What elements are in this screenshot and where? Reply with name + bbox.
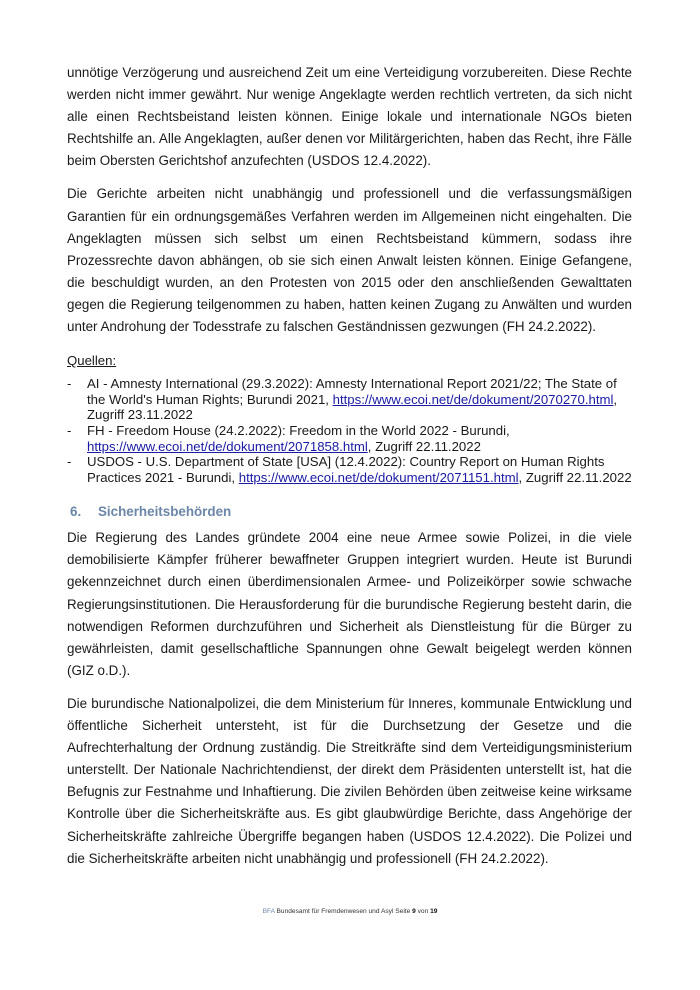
source-link[interactable]: https://www.ecoi.net/de/dokument/2071151.html xyxy=(238,469,519,485)
source-access-date: , Zugriff 22.11.2022 xyxy=(518,469,632,485)
list-dash: - xyxy=(67,454,72,470)
source-access-date: , Zugriff 22.11.2022 xyxy=(367,438,481,454)
section-heading xyxy=(67,503,632,521)
sources-list xyxy=(67,376,632,485)
source-text: FH - Freedom House (24.2.2022): Freedom in the World 2022 - Burundi, xyxy=(87,422,510,438)
source-item xyxy=(67,376,632,423)
footer-of: von xyxy=(415,908,431,915)
section-number: 6. xyxy=(70,504,82,520)
body-paragraph: Die Gerichte arbeiten nicht unabhängig und professionell und die verfassungsmäßigen Garantien für ein ordnungsgemäßes Verfahren werden im Allgemeinen nicht eingehalten. Die Angeklagten müssen sich selbst um einen Rechtsbeistand kümmern, sodass ihre Prozessrechte davon abhängen, ob sie sich einen Anwalt leisten können. Einige Gefangene, die beschuldigt wurden, an den Protesten von 2015 oder den anschließenden Gewalttaten gegen die Regierung teilgenommen zu haben, hatten keinen Zugang zu Anwälten und wurden unter Androhung der Todesstrafe zu falschen Geständnissen gezwungen (FH 24.2.2022). xyxy=(67,186,632,335)
footer-org: Bundesamt für Fremdenwesen und Asyl Seite xyxy=(274,908,413,915)
section-title: Sicherheitsbehörden xyxy=(98,504,232,520)
source-item xyxy=(67,423,632,454)
body-paragraph: unnötige Verzögerung und ausreichend Zeit um eine Verteidigung vorzubereiten. Diese Rechte werden nicht immer gewährt. Nur wenige Angeklagte werden rechtlich vertreten, da sich nicht alle einen Rechtsbeistand leisten können. Einige lokale und internationale NGOs bieten Rechtshilfe an. Alle Angeklagten, außer denen vor Militärgerichten, haben das Recht, ihre Fälle beim Obersten Gerichtshof anzufechten (USDOS 12.4.2022). xyxy=(67,65,632,169)
body-paragraph: Die Regierung des Landes gründete 2004 eine neue Armee sowie Polizei, in die viele demobilisierte Kämpfer früherer bewaffneter Gruppen integriert wurden. Heute ist Burundi gekennzeichnet durch einen überdimensionalen Armee- und Polizeikörper sowie schwache Regierungsinstitutionen. Die Herausforderung für die burundische Regierung besteht darin, die notwendigen Reformen durchzuführen und Sicherheit als Dienstleistung für die Bürger zu gewährleisten, damit gesellschaftliche Spannungen ohne Gewalt beigelegt werden können (GIZ o.D.). xyxy=(67,530,632,678)
body-paragraph: Die burundische Nationalpolizei, die dem Ministerium für Inneres, kommunale Entwicklung und öffentliche Sicherheit untersteht, ist für die Durchsetzung der Gesetze und die Aufrechterhaltung der Ordnung zuständig. Die Streitkräfte sind dem Verteidigungsministerium unterstellt. Der Nationale Nachrichtendienst, der direkt dem Präsidenten unterstellt ist, hat die Befugnis zur Festnahme und Inhaftierung. Die zivilen Behörden üben zeitweise keine wirksame Kontrolle über die Sicherheitskräfte aus. Es gibt glaubwürdige Berichte, dass Angehörige der Sicherheitskräfte zahlreiche Übergriffe begangen haben (USDOS 12.4.2022). Die Polizei und die Sicherheitskräfte arbeiten nicht unabhängig und professionell (FH 24.2.2022). xyxy=(67,695,632,866)
source-text: USDOS - U.S. Department of State [USA] (12.4.2022): Country Report on Human Rights Practices 2021 - Burundi, xyxy=(87,454,605,485)
sources-label: Quellen: xyxy=(67,353,117,369)
footer-page-number: 9 xyxy=(412,908,416,915)
document-page xyxy=(67,62,632,870)
source-link[interactable]: https://www.ecoi.net/de/dokument/2071858.html xyxy=(87,438,368,454)
source-item xyxy=(67,454,632,485)
source-access-date: , Zugriff 23.11.2022 xyxy=(87,391,618,423)
page-footer xyxy=(0,908,700,915)
list-dash: - xyxy=(67,376,72,392)
footer-brand: BFA xyxy=(262,908,275,915)
source-link[interactable]: https://www.ecoi.net/de/dokument/2070270.html xyxy=(332,391,614,407)
footer-page-total: 19 xyxy=(430,908,438,915)
list-dash: - xyxy=(67,422,72,438)
source-text: AI - Amnesty International (29.3.2022): Amnesty International Report 2021/22; The State of the World's Human Rights; Burundi 2021, xyxy=(87,376,617,407)
